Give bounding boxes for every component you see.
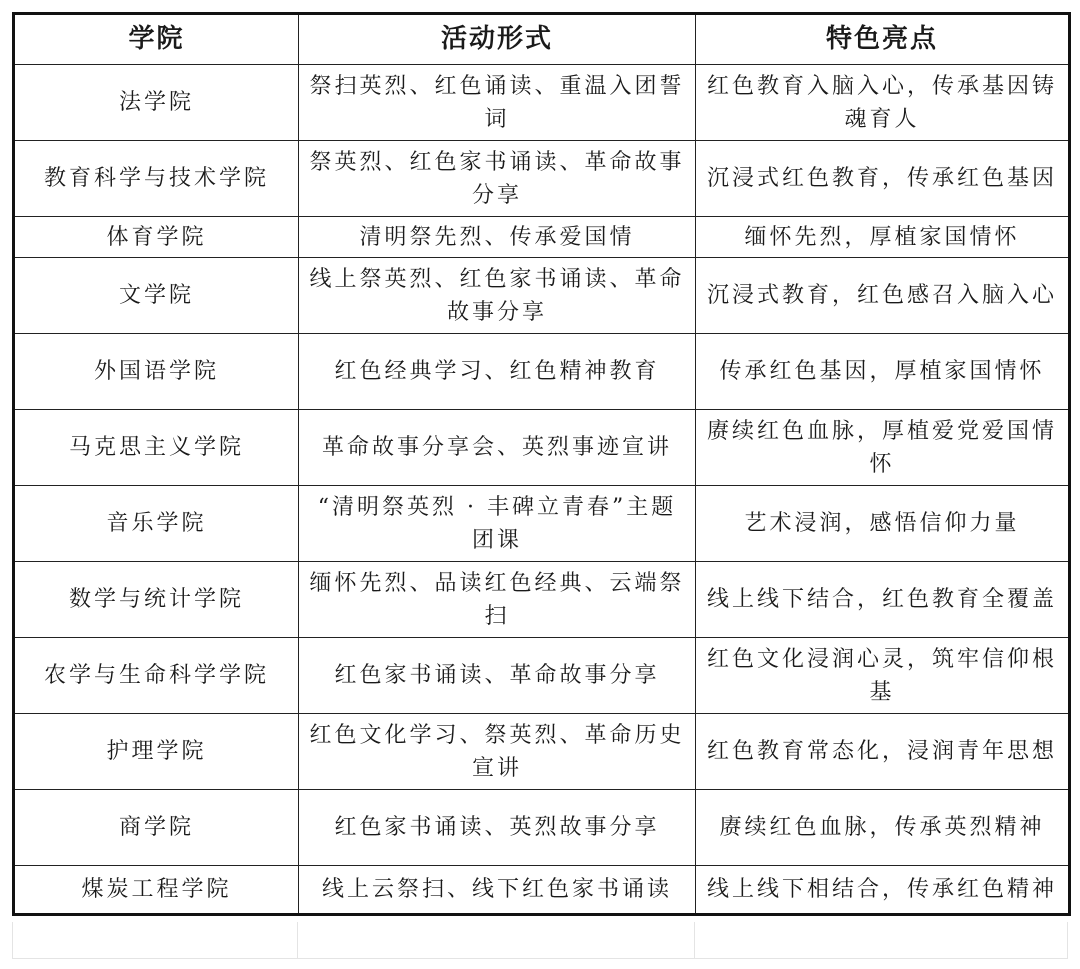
header-highlight: 特色亮点 xyxy=(696,14,1070,65)
activity-cell: 红色家书诵读、革命故事分享 xyxy=(299,638,696,714)
highlight-cell: 传承红色基因，厚植家国情怀 xyxy=(696,334,1070,410)
college-cell: 农学与生命科学学院 xyxy=(14,638,299,714)
highlight-cell: 红色文化浸润心灵，筑牢信仰根基 xyxy=(696,638,1070,714)
activity-cell: 线上云祭扫、线下红色家书诵读 xyxy=(299,866,696,915)
table-row xyxy=(14,141,1070,217)
college-cell: 文学院 xyxy=(14,258,299,334)
activity-cell: 缅怀先烈、品读红色经典、云端祭扫 xyxy=(299,562,696,638)
table-row xyxy=(14,714,1070,790)
activity-cell: 祭扫英烈、红色诵读、重温入团誓词 xyxy=(299,65,696,141)
highlight-cell: 红色教育入脑入心，传承基因铸魂育人 xyxy=(696,65,1070,141)
empty-grid-row xyxy=(12,922,1068,959)
activity-cell: 红色文化学习、祭英烈、革命历史宣讲 xyxy=(299,714,696,790)
activity-cell: 清明祭先烈、传承爱国情 xyxy=(299,217,696,258)
grid-line xyxy=(297,922,298,958)
table-row xyxy=(14,217,1070,258)
table-row xyxy=(14,866,1070,915)
grid-line xyxy=(12,922,13,958)
college-cell: 体育学院 xyxy=(14,217,299,258)
highlight-cell: 沉浸式红色教育，传承红色基因 xyxy=(696,141,1070,217)
highlight-cell: 线上线下结合，红色教育全覆盖 xyxy=(696,562,1070,638)
table-row xyxy=(14,334,1070,410)
header-college: 学院 xyxy=(14,14,299,65)
table-row xyxy=(14,486,1070,562)
college-cell: 煤炭工程学院 xyxy=(14,866,299,915)
table-row xyxy=(14,410,1070,486)
table-row xyxy=(14,638,1070,714)
college-cell: 外国语学院 xyxy=(14,334,299,410)
table-row xyxy=(14,790,1070,866)
highlight-cell: 艺术浸润，感悟信仰力量 xyxy=(696,486,1070,562)
activity-cell: 红色经典学习、红色精神教育 xyxy=(299,334,696,410)
highlight-cell: 赓续红色血脉，传承英烈精神 xyxy=(696,790,1070,866)
college-cell: 马克思主义学院 xyxy=(14,410,299,486)
college-cell: 商学院 xyxy=(14,790,299,866)
highlight-cell: 线上线下相结合，传承红色精神 xyxy=(696,866,1070,915)
college-activities-sheet xyxy=(12,12,1068,916)
table-row xyxy=(14,65,1070,141)
college-cell: 数学与统计学院 xyxy=(14,562,299,638)
highlight-cell: 赓续红色血脉，厚植爱党爱国情怀 xyxy=(696,410,1070,486)
header-activity: 活动形式 xyxy=(299,14,696,65)
header-row xyxy=(14,14,1070,65)
activity-cell: 祭英烈、红色家书诵读、革命故事分享 xyxy=(299,141,696,217)
college-cell: 音乐学院 xyxy=(14,486,299,562)
activity-cell: 线上祭英烈、红色家书诵读、革命故事分享 xyxy=(299,258,696,334)
activity-cell: “清明祭英烈 · 丰碑立青春”主题团课 xyxy=(299,486,696,562)
activity-cell: 红色家书诵读、英烈故事分享 xyxy=(299,790,696,866)
college-cell: 教育科学与技术学院 xyxy=(14,141,299,217)
activity-cell: 革命故事分享会、英烈事迹宣讲 xyxy=(299,410,696,486)
highlight-cell: 红色教育常态化，浸润青年思想 xyxy=(696,714,1070,790)
college-activities-table xyxy=(12,12,1071,916)
college-cell: 护理学院 xyxy=(14,714,299,790)
highlight-cell: 沉浸式教育，红色感召入脑入心 xyxy=(696,258,1070,334)
college-cell: 法学院 xyxy=(14,65,299,141)
grid-line xyxy=(694,922,695,958)
table-row xyxy=(14,562,1070,638)
table-row xyxy=(14,258,1070,334)
grid-line xyxy=(1067,922,1068,958)
highlight-cell: 缅怀先烈，厚植家国情怀 xyxy=(696,217,1070,258)
